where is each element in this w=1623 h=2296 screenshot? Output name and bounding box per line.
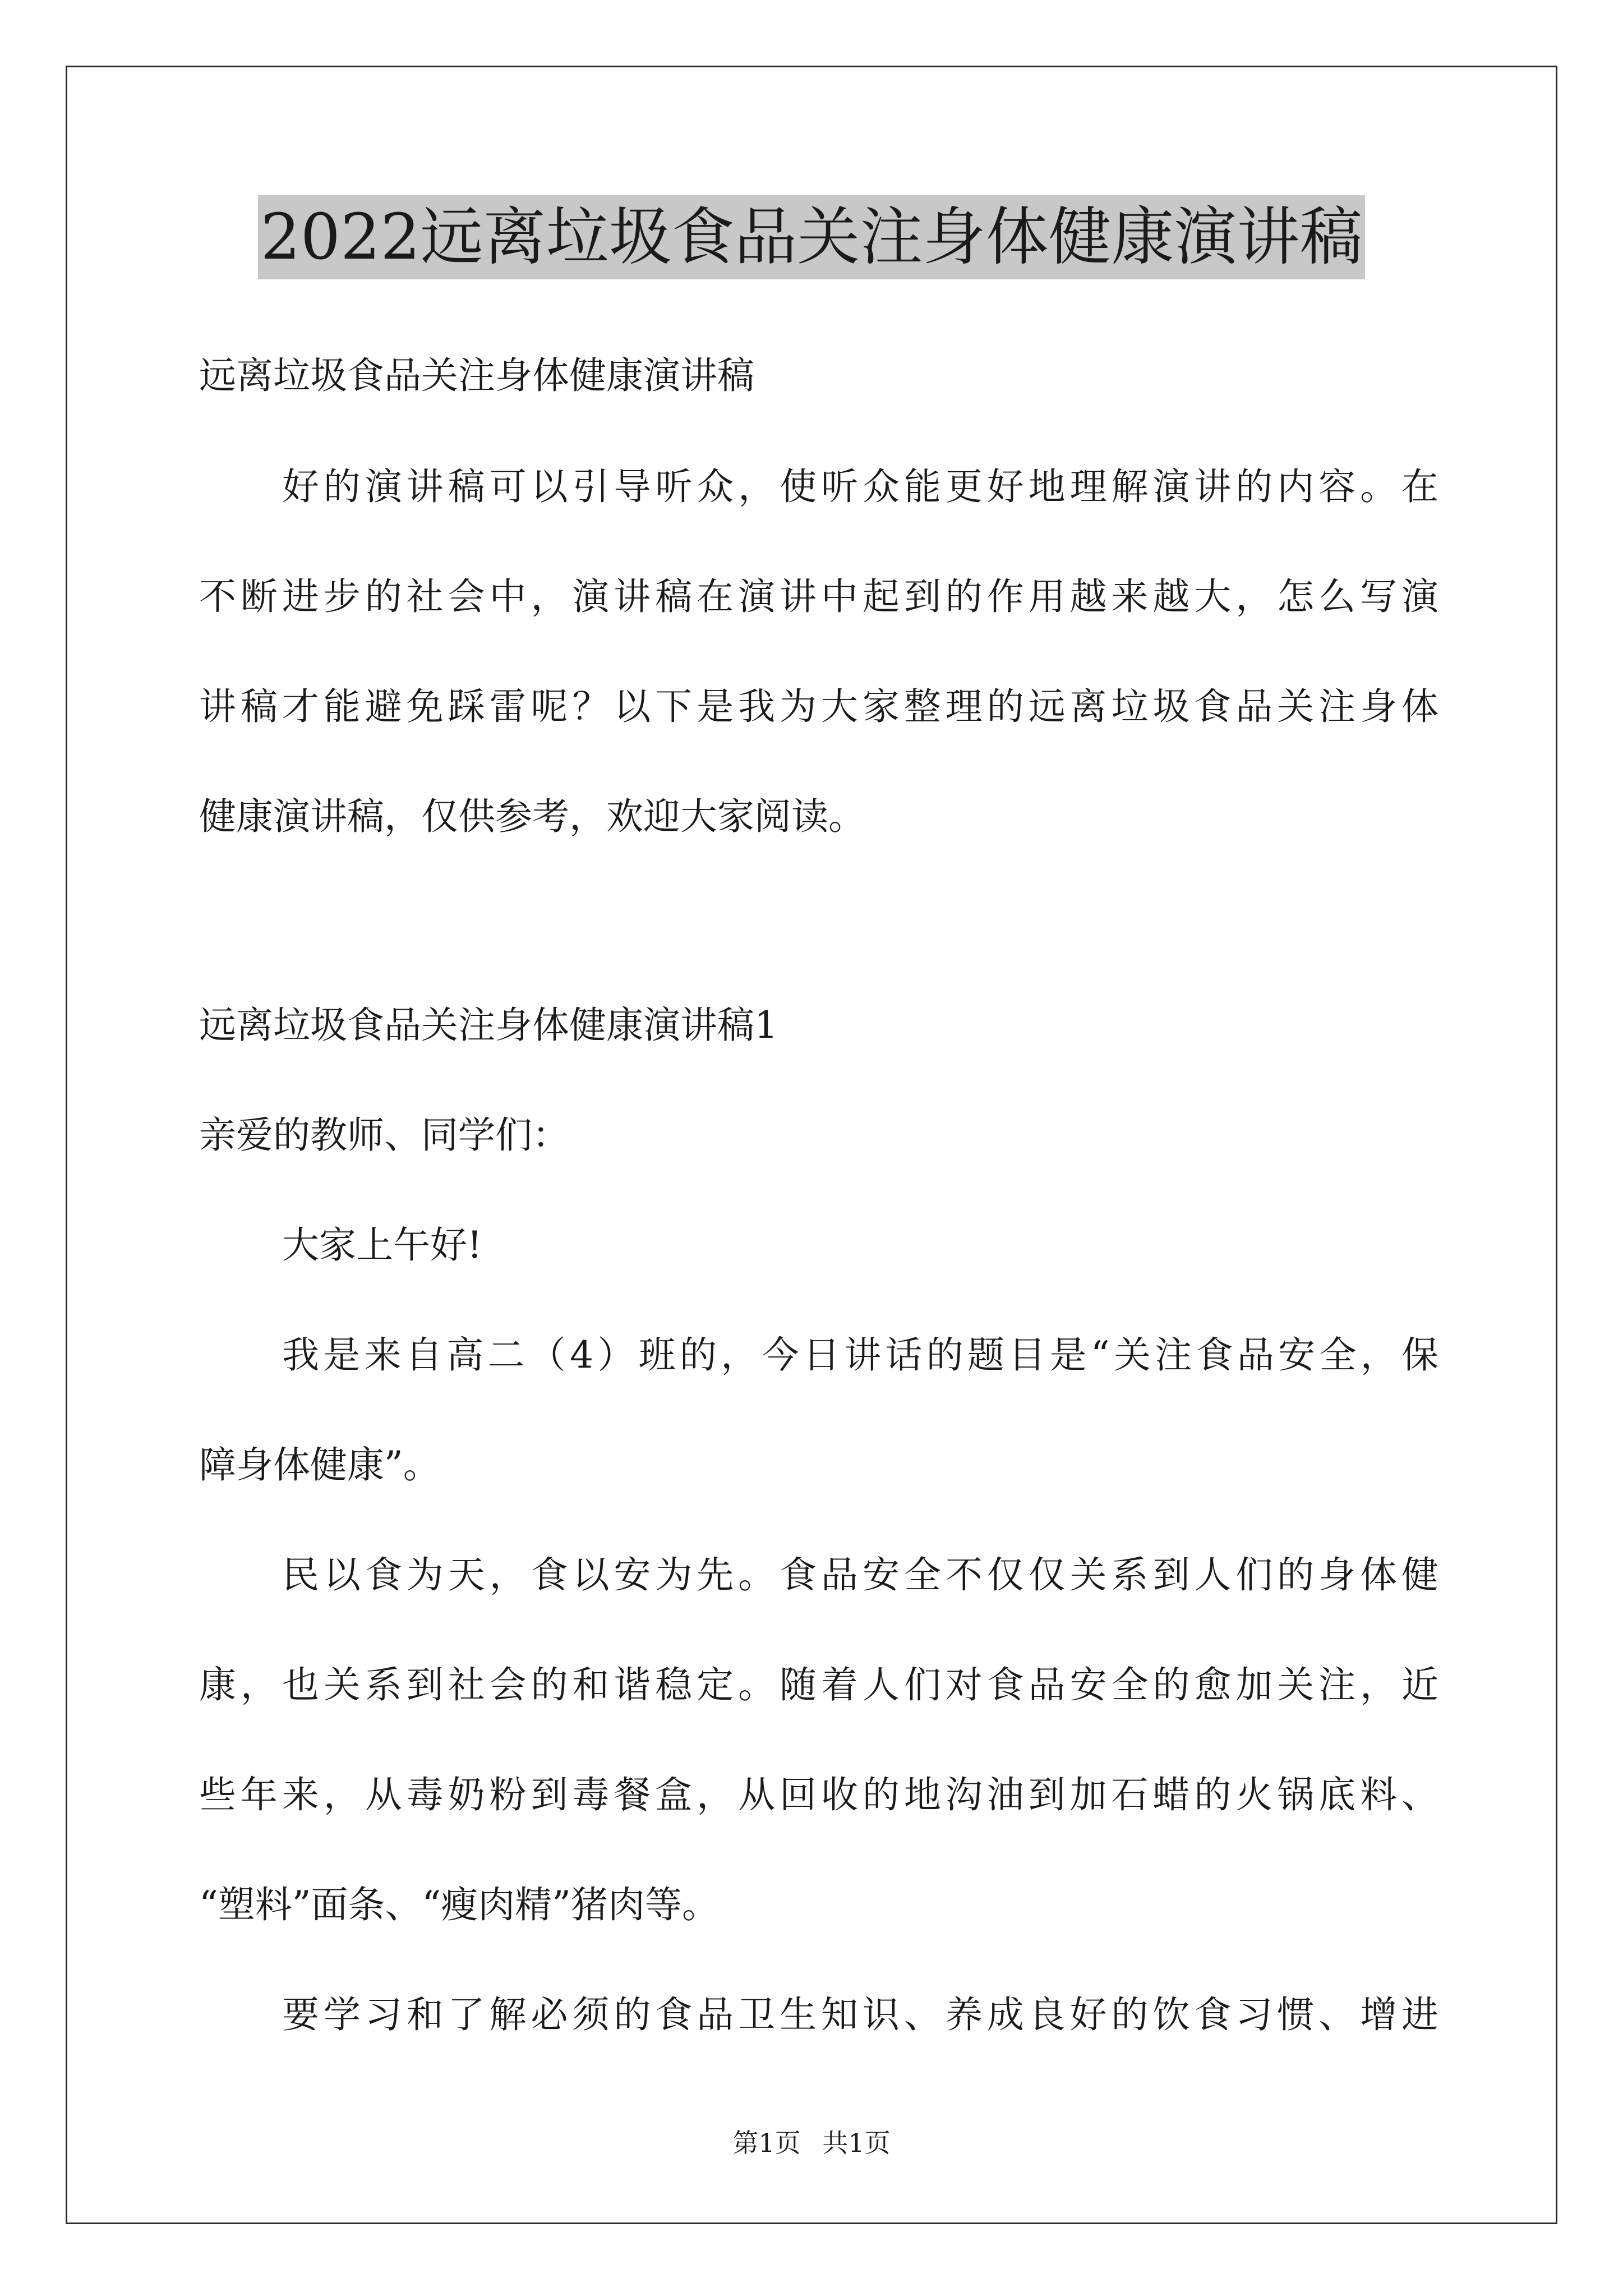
page-footer — [0, 2126, 1623, 2160]
document-subtitle: 远离垃圾食品关注身体健康演讲稿 — [199, 354, 754, 397]
paragraph-line: 康，也关系到社会的和谐稳定。随着人们对食品安全的愈加关注，近 — [199, 1663, 1438, 1706]
paragraph-line: 我是来自高二（4）班的，今日讲话的题目是“关注食品安全，保 — [282, 1333, 1438, 1377]
intro-line: 讲稿才能避免踩雷呢？以下是我为大家整理的远离垃圾食品关注身体 — [199, 685, 1438, 728]
title-container — [0, 195, 1623, 279]
document-title: 2022远离垃圾食品关注身体健康演讲稿 — [258, 195, 1364, 279]
intro-line: 好的演讲稿可以引导听众，使听众能更好地理解演讲的内容。在 — [282, 465, 1438, 508]
paragraph-line: “塑料”面条、“瘦肉精”猪肉等。 — [199, 1883, 719, 1926]
intro-line: 健康演讲稿，仅供参考，欢迎大家阅读。 — [199, 795, 865, 838]
paragraph-line: 要学习和了解必须的食品卫生知识、养成良好的饮食习惯、增进 — [282, 1993, 1438, 2036]
section-heading: 远离垃圾食品关注身体健康演讲稿1 — [199, 1004, 778, 1047]
paragraph-line: 障身体健康”。 — [199, 1443, 440, 1487]
greeting: 大家上午好! — [282, 1223, 482, 1267]
salutation: 亲爱的教师、同学们： — [199, 1114, 569, 1157]
page-number: 第1页 — [732, 2128, 801, 2158]
intro-line: 不断进步的社会中，演讲稿在演讲中起到的作用越来越大，怎么写演 — [199, 575, 1438, 618]
page-total: 共1页 — [822, 2128, 891, 2158]
paragraph-line: 民以食为天，食以安为先。食品安全不仅仅关系到人们的身体健 — [282, 1553, 1438, 1596]
paragraph-line: 些年来，从毒奶粉到毒餐盒，从回收的地沟油到加石蜡的火锅底料、 — [199, 1773, 1438, 1816]
